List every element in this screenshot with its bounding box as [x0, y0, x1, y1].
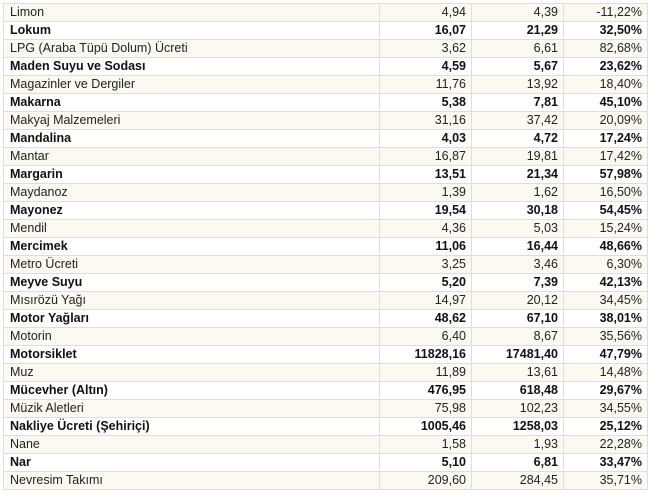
- change-percent-cell: 47,79%: [564, 346, 648, 364]
- table-row: [4, 148, 648, 166]
- table-row: [4, 454, 648, 472]
- change-percent-cell: 38,01%: [564, 310, 648, 328]
- change-percent-cell: 20,09%: [564, 112, 648, 130]
- old-price-cell: 1,39: [380, 184, 472, 202]
- old-price-cell: 1005,46: [380, 418, 472, 436]
- change-percent-cell: 17,24%: [564, 130, 648, 148]
- item-name-cell: Lokum: [4, 22, 380, 40]
- new-price-cell: 21,29: [472, 22, 564, 40]
- item-name-cell: Nevresim Takımı: [4, 472, 380, 490]
- change-percent-cell: 33,47%: [564, 454, 648, 472]
- old-price-cell: 3,25: [380, 256, 472, 274]
- change-percent-cell: 82,68%: [564, 40, 648, 58]
- table-row: [4, 328, 648, 346]
- old-price-cell: 5,20: [380, 274, 472, 292]
- table-row: [4, 166, 648, 184]
- new-price-cell: 16,44: [472, 238, 564, 256]
- item-name-cell: Motorin: [4, 328, 380, 346]
- table-row: [4, 220, 648, 238]
- change-percent-cell: 22,28%: [564, 436, 648, 454]
- change-percent-cell: 34,45%: [564, 292, 648, 310]
- change-percent-cell: 6,30%: [564, 256, 648, 274]
- new-price-cell: 5,03: [472, 220, 564, 238]
- old-price-cell: 19,54: [380, 202, 472, 220]
- item-name-cell: Mayonez: [4, 202, 380, 220]
- price-comparison-table: [3, 3, 648, 490]
- old-price-cell: 14,97: [380, 292, 472, 310]
- change-percent-cell: 32,50%: [564, 22, 648, 40]
- table-row: [4, 364, 648, 382]
- change-percent-cell: 29,67%: [564, 382, 648, 400]
- table-row: [4, 94, 648, 112]
- old-price-cell: 209,60: [380, 472, 472, 490]
- new-price-cell: 4,72: [472, 130, 564, 148]
- change-percent-cell: 25,12%: [564, 418, 648, 436]
- table-row: [4, 400, 648, 418]
- table-row: [4, 436, 648, 454]
- new-price-cell: 3,46: [472, 256, 564, 274]
- change-percent-cell: 17,42%: [564, 148, 648, 166]
- item-name-cell: Magazinler ve Dergiler: [4, 76, 380, 94]
- new-price-cell: 5,67: [472, 58, 564, 76]
- new-price-cell: 37,42: [472, 112, 564, 130]
- change-percent-cell: 23,62%: [564, 58, 648, 76]
- change-percent-cell: 35,71%: [564, 472, 648, 490]
- item-name-cell: Maydanoz: [4, 184, 380, 202]
- old-price-cell: 13,51: [380, 166, 472, 184]
- new-price-cell: 7,81: [472, 94, 564, 112]
- old-price-cell: 16,07: [380, 22, 472, 40]
- table-row: [4, 274, 648, 292]
- old-price-cell: 31,16: [380, 112, 472, 130]
- change-percent-cell: 35,56%: [564, 328, 648, 346]
- item-name-cell: Nar: [4, 454, 380, 472]
- item-name-cell: Motorsiklet: [4, 346, 380, 364]
- table-row: [4, 40, 648, 58]
- item-name-cell: Mendil: [4, 220, 380, 238]
- table-row: [4, 58, 648, 76]
- table-row: [4, 4, 648, 22]
- change-percent-cell: 15,24%: [564, 220, 648, 238]
- new-price-cell: 8,67: [472, 328, 564, 346]
- old-price-cell: 6,40: [380, 328, 472, 346]
- new-price-cell: 4,39: [472, 4, 564, 22]
- old-price-cell: 5,10: [380, 454, 472, 472]
- item-name-cell: Meyve Suyu: [4, 274, 380, 292]
- item-name-cell: Mantar: [4, 148, 380, 166]
- table-row: [4, 112, 648, 130]
- table-row: [4, 346, 648, 364]
- item-name-cell: Mercimek: [4, 238, 380, 256]
- new-price-cell: 618,48: [472, 382, 564, 400]
- old-price-cell: 11,06: [380, 238, 472, 256]
- new-price-cell: 21,34: [472, 166, 564, 184]
- change-percent-cell: 45,10%: [564, 94, 648, 112]
- change-percent-cell: 48,66%: [564, 238, 648, 256]
- old-price-cell: 11,76: [380, 76, 472, 94]
- price-table-container: [3, 3, 647, 490]
- new-price-cell: 6,61: [472, 40, 564, 58]
- new-price-cell: 13,61: [472, 364, 564, 382]
- change-percent-cell: 54,45%: [564, 202, 648, 220]
- table-row: [4, 256, 648, 274]
- change-percent-cell: 42,13%: [564, 274, 648, 292]
- change-percent-cell: 16,50%: [564, 184, 648, 202]
- change-percent-cell: 34,55%: [564, 400, 648, 418]
- change-percent-cell: 57,98%: [564, 166, 648, 184]
- item-name-cell: Makarna: [4, 94, 380, 112]
- table-row: [4, 184, 648, 202]
- item-name-cell: Mısırözü Yağı: [4, 292, 380, 310]
- old-price-cell: 476,95: [380, 382, 472, 400]
- item-name-cell: Metro Ücreti: [4, 256, 380, 274]
- new-price-cell: 7,39: [472, 274, 564, 292]
- new-price-cell: 102,23: [472, 400, 564, 418]
- item-name-cell: Müzik Aletleri: [4, 400, 380, 418]
- table-row: [4, 310, 648, 328]
- item-name-cell: Nane: [4, 436, 380, 454]
- old-price-cell: 1,58: [380, 436, 472, 454]
- table-row: [4, 22, 648, 40]
- item-name-cell: Muz: [4, 364, 380, 382]
- table-row: [4, 202, 648, 220]
- table-row: [4, 130, 648, 148]
- new-price-cell: 30,18: [472, 202, 564, 220]
- old-price-cell: 4,03: [380, 130, 472, 148]
- item-name-cell: Makyaj Malzemeleri: [4, 112, 380, 130]
- old-price-cell: 16,87: [380, 148, 472, 166]
- new-price-cell: 1,62: [472, 184, 564, 202]
- new-price-cell: 67,10: [472, 310, 564, 328]
- old-price-cell: 3,62: [380, 40, 472, 58]
- table-row: [4, 472, 648, 490]
- change-percent-cell: -11,22%: [564, 4, 648, 22]
- item-name-cell: Mücevher (Altın): [4, 382, 380, 400]
- table-row: [4, 418, 648, 436]
- item-name-cell: Nakliye Ücreti (Şehiriçi): [4, 418, 380, 436]
- item-name-cell: LPG (Araba Tüpü Dolum) Ücreti: [4, 40, 380, 58]
- old-price-cell: 48,62: [380, 310, 472, 328]
- new-price-cell: 17481,40: [472, 346, 564, 364]
- table-row: [4, 382, 648, 400]
- price-table-body: [4, 4, 648, 490]
- new-price-cell: 284,45: [472, 472, 564, 490]
- old-price-cell: 4,59: [380, 58, 472, 76]
- new-price-cell: 20,12: [472, 292, 564, 310]
- old-price-cell: 75,98: [380, 400, 472, 418]
- item-name-cell: Margarin: [4, 166, 380, 184]
- new-price-cell: 13,92: [472, 76, 564, 94]
- table-row: [4, 238, 648, 256]
- new-price-cell: 6,81: [472, 454, 564, 472]
- old-price-cell: 4,36: [380, 220, 472, 238]
- table-row: [4, 292, 648, 310]
- change-percent-cell: 14,48%: [564, 364, 648, 382]
- item-name-cell: Maden Suyu ve Sodası: [4, 58, 380, 76]
- item-name-cell: Motor Yağları: [4, 310, 380, 328]
- new-price-cell: 1,93: [472, 436, 564, 454]
- change-percent-cell: 18,40%: [564, 76, 648, 94]
- table-row: [4, 76, 648, 94]
- item-name-cell: Limon: [4, 4, 380, 22]
- new-price-cell: 19,81: [472, 148, 564, 166]
- old-price-cell: 4,94: [380, 4, 472, 22]
- old-price-cell: 11828,16: [380, 346, 472, 364]
- item-name-cell: Mandalina: [4, 130, 380, 148]
- new-price-cell: 1258,03: [472, 418, 564, 436]
- old-price-cell: 11,89: [380, 364, 472, 382]
- old-price-cell: 5,38: [380, 94, 472, 112]
